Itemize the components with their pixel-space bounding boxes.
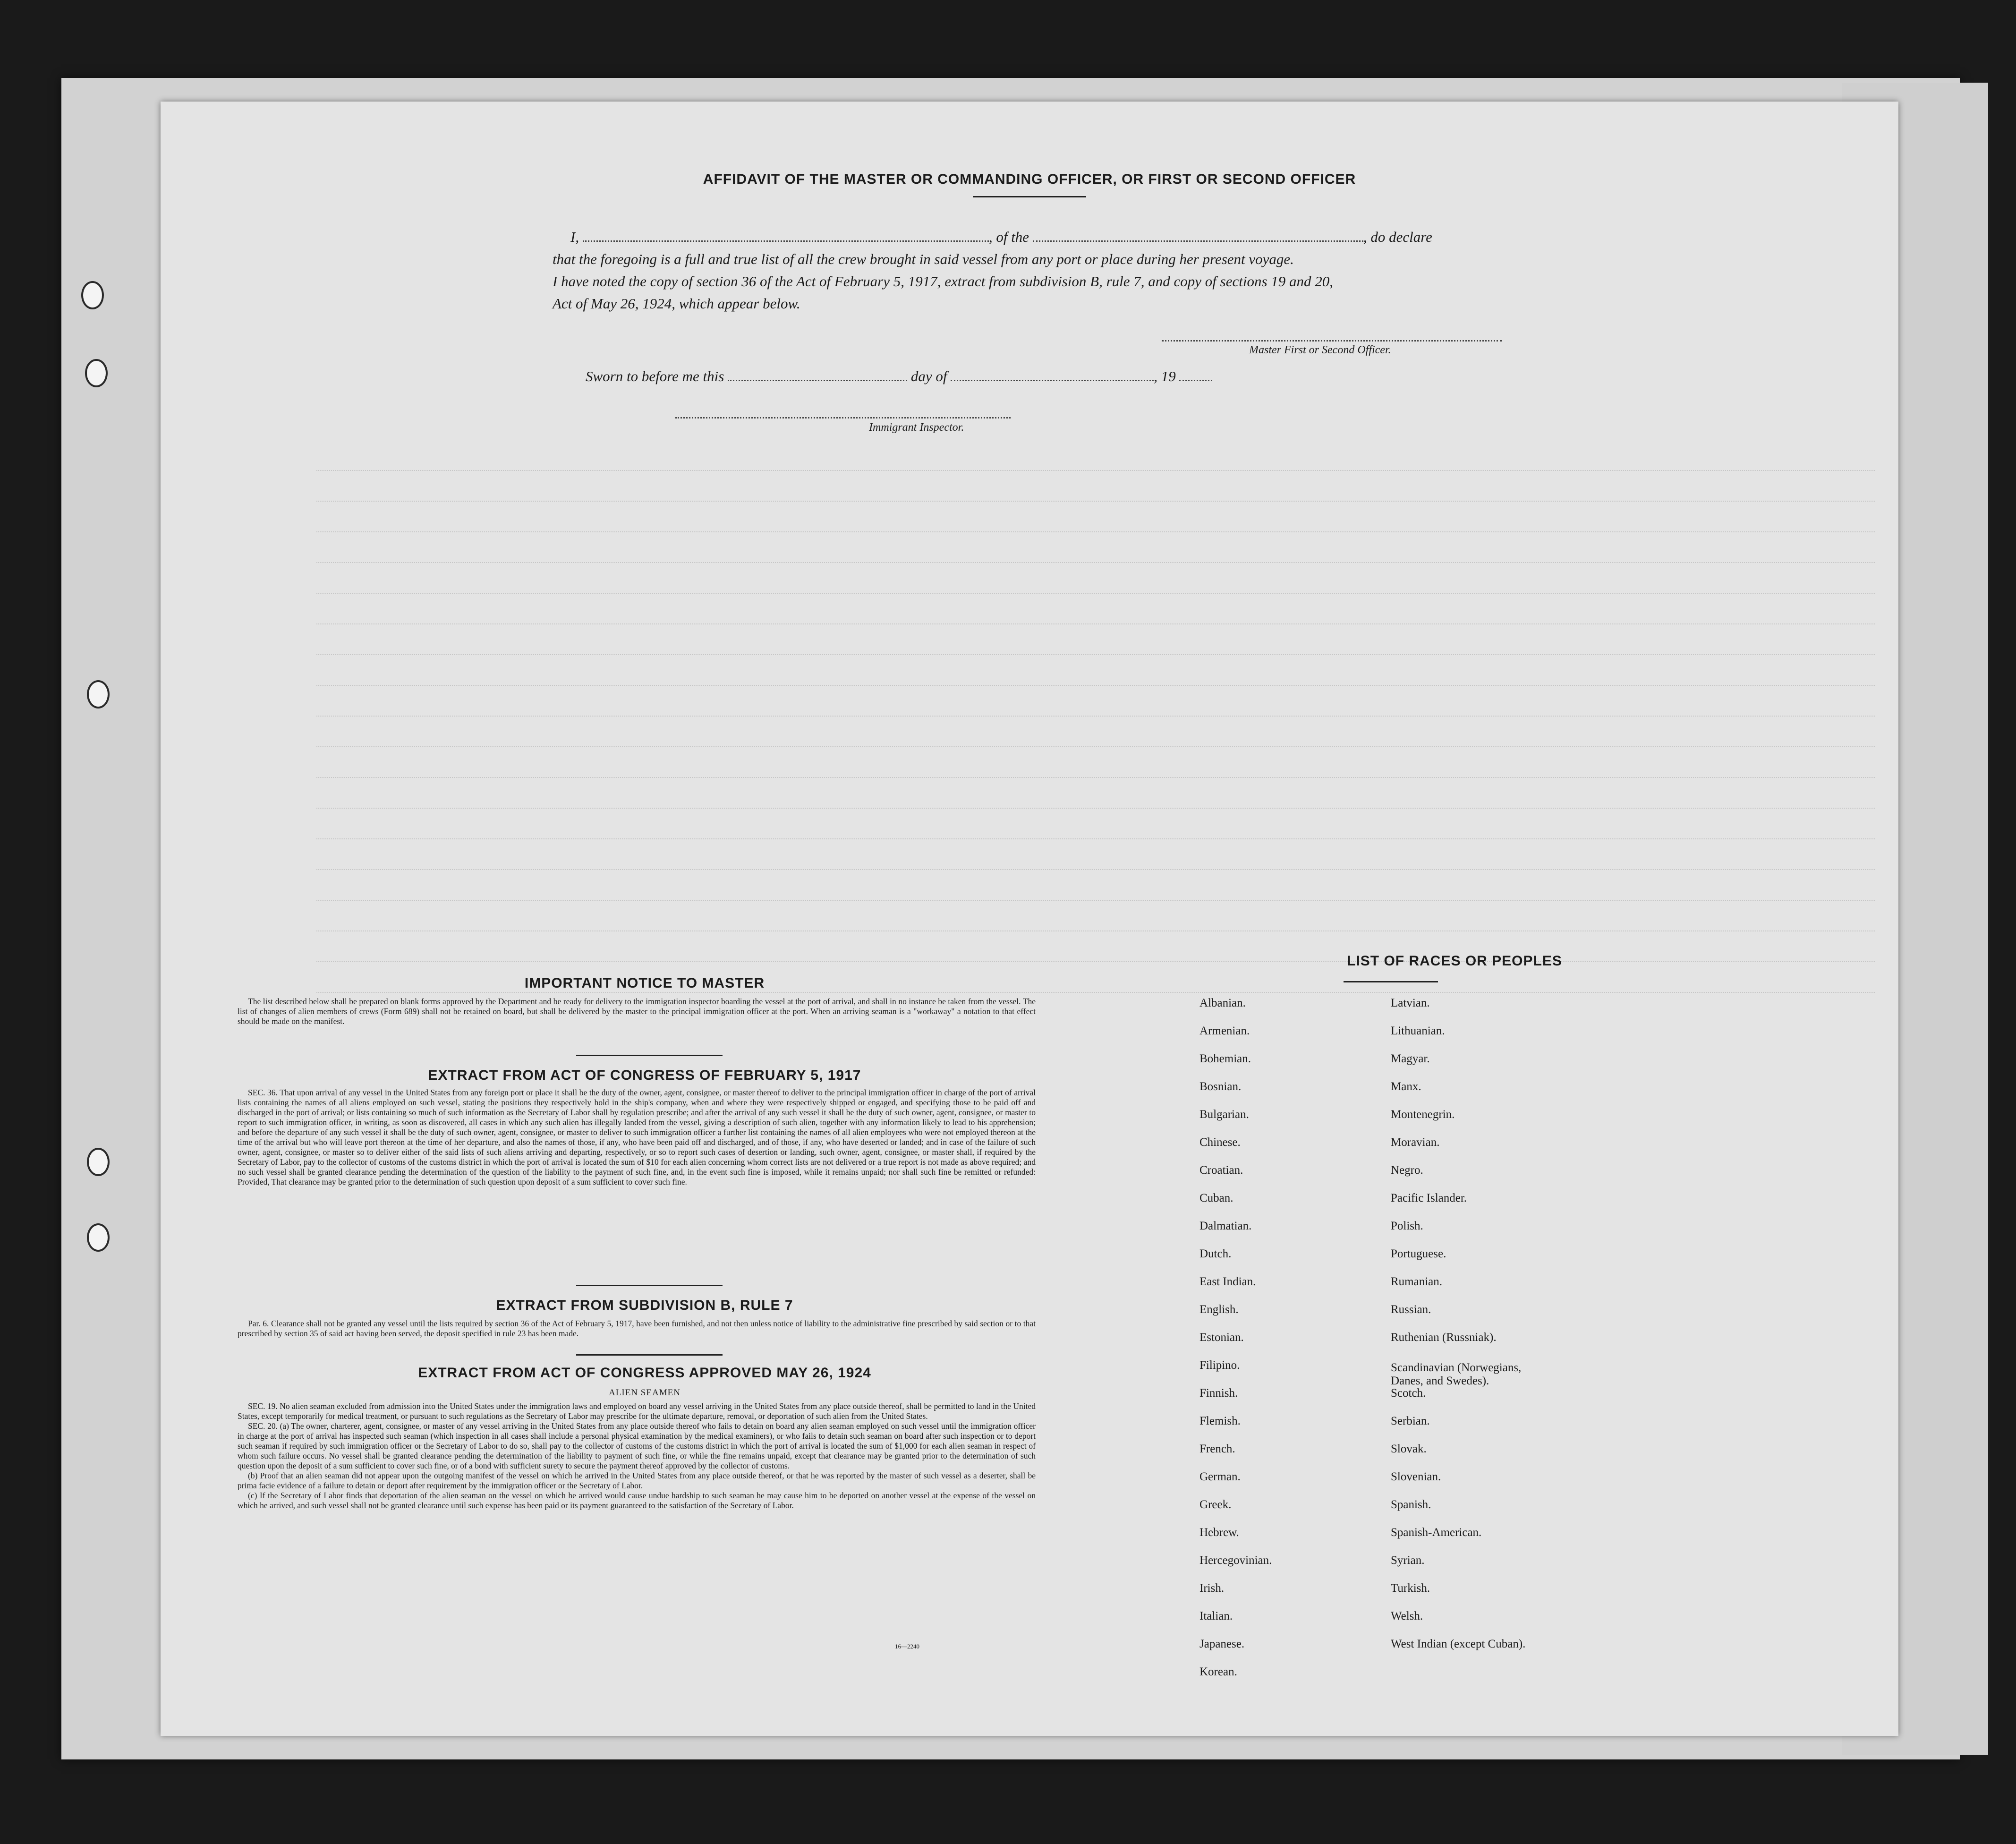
section-20a-paragraph: SEC. 20. (a) The owner, charterer, agent, consignee, or master of any vessel arriving in the United States from any place outside thereof who fails to detain on board any alien seaman employed on such vessel until the immigration officer in charge at the port of arrival has inspected such seaman (which inspection in all cases shall include a personal physical examination by the medical examiners), or who fails to detain such seaman on board after such inspection or to deport such seaman if required by such immigration officer or the Secretary of Labor to do so, shall pay to the collector of customs of the customs district in which the port of arrival is located the sum of $1,000 for each alien seaman in respect of whom such failure occurs. No vessel shall be granted clearance pending the determination of the liability to payment of such fine, or while the fine remains unpaid, except that clearance may be granted prior to the determination of such question upon the deposit of a sum sufficient to cover such fine, or of a bond with sufficient surety to secure the payment thereof approved by the collector of customs.: [238, 1421, 1036, 1470]
sworn-month-blank: [951, 367, 1154, 381]
race-item: Rumanian.: [1391, 1275, 1443, 1288]
race-item: Albanian.: [1199, 997, 1246, 1009]
affidavit-do-declare: , do declare: [1363, 229, 1432, 245]
race-item: West Indian (except Cuban).: [1391, 1638, 1526, 1650]
sworn-year: , 19: [1154, 368, 1176, 384]
section-19-paragraph: SEC. 19. No alien seaman excluded from admission into the United States under the immigration laws and employed on board any vessel arriving in the United States from any place outside thereof, shall be permitted to land in the United States, except temporarily for medical treatment, or pursuant to such regulations as the Secretary of Labor may prescribe for the ultimate departure, removal, or deportation of such alien from the United States.: [238, 1401, 1036, 1421]
affidavit-line-4: Act of May 26, 1924, which appear below.: [553, 295, 800, 312]
section-divider: [576, 1285, 723, 1286]
race-item: Slovenian.: [1391, 1470, 1441, 1483]
race-item: German.: [1199, 1470, 1241, 1483]
race-item: Turkish.: [1391, 1582, 1430, 1595]
race-item: Chinese.: [1199, 1136, 1241, 1149]
section-20c-paragraph: (c) If the Secretary of Labor finds that deportation of the alien seaman on the vessel on which he arrived would cause undue hardship to such seaman he may cause him to be deported on another vessel at the expense of the vessel on which he arrived, and such vessel shall not be granted clearance until such expense has been paid or its payment guaranteed to the satisfaction of the Secretary of Labor.: [238, 1491, 1036, 1510]
notice-paragraph: The list described below shall be prepared on blank forms approved by the Department and be ready for delivery to the immigration inspector boarding the vessel at the port of arrival, and shall in no instance be taken from the vessel. The list of changes of alien members of crews (Form 689) shall not be retained on board, but shall be delivered by the master to the principal immigration officer at the port. When an arriving seaman is a "workaway" a notation to that effect should be made on the manifest.: [238, 997, 1036, 1026]
affidavit-declaration-line: [553, 227, 1653, 248]
sworn-day-of: day of: [910, 368, 947, 384]
section-20b-paragraph: (b) Proof that an alien seaman did not appear upon the outgoing manifest of the vessel on which he arrived in the United States from any place outside thereof, or that he was reported by the master of such vessel as a deserter, shall be prima facie evidence of a failure to detain or deport after requirement by the immigration officer or the Secretary of Labor.: [238, 1471, 1036, 1490]
form-number: 16—2240: [895, 1643, 919, 1650]
officer-name-blank: [583, 227, 989, 242]
race-item: Flemish.: [1199, 1415, 1241, 1427]
notice-title: IMPORTANT NOTICE TO MASTER: [524, 975, 765, 991]
affidavit-sheet: [161, 102, 1898, 1736]
race-item: Bohemian.: [1199, 1052, 1251, 1065]
extract-1917-text: [238, 1088, 1036, 1187]
paragraph-6: Par. 6. Clearance shall not be granted any vessel until the lists required by section 36 of the Act of February 5, 1917, have been furnished, and not then unless notice of liability to the administrative fine prescribed by said section or to that prescribed by section 35 of said act having been served, the deposit specified in rule 23 has been made.: [238, 1319, 1036, 1338]
race-item: Polish.: [1391, 1220, 1423, 1232]
race-item: Bulgarian.: [1199, 1108, 1249, 1121]
race-item: Syrian.: [1391, 1554, 1425, 1567]
race-item: Italian.: [1199, 1610, 1233, 1622]
inspector-signature-label: Immigrant Inspector.: [869, 421, 964, 434]
affidavit-line-3: I have noted the copy of section 36 of the Act of February 5, 1917, extract from subdivision B, rule 7, and copy of sections 19 and 20,: [553, 273, 1334, 290]
extract-rule7-text: [238, 1319, 1036, 1339]
race-item: Magyar.: [1391, 1052, 1430, 1065]
race-item: Finnish.: [1199, 1387, 1238, 1400]
extract-1917-title: EXTRACT FROM ACT OF CONGRESS OF FEBRUARY 5, 1917: [428, 1067, 861, 1083]
affidavit-of-the: , of the: [988, 229, 1029, 245]
punch-hole: [81, 281, 104, 309]
sworn-year-blank: [1179, 367, 1212, 381]
race-item: Estonian.: [1199, 1331, 1244, 1344]
race-item: Korean.: [1199, 1665, 1237, 1678]
master-signature-label: Master First or Second Officer.: [1249, 344, 1391, 356]
vessel-name-blank: [1033, 227, 1363, 242]
affidavit-title: AFFIDAVIT OF THE MASTER OR COMMANDING OFFICER, OR FIRST OR SECOND OFFICER: [703, 171, 1356, 187]
race-item: Scotch.: [1391, 1387, 1426, 1400]
race-item: Croatian.: [1199, 1164, 1243, 1177]
race-item: Hercegovinian.: [1199, 1554, 1272, 1567]
race-item: Negro.: [1391, 1164, 1423, 1177]
race-item: Hebrew.: [1199, 1526, 1239, 1539]
race-item: Danes, and Swedes).: [1391, 1374, 1489, 1387]
race-item: Latvian.: [1391, 997, 1430, 1009]
race-item: Filipino.: [1199, 1359, 1240, 1372]
section-36-paragraph: SEC. 36. That upon arrival of any vessel in the United States from any foreign port or place it shall be the duty of the owner, agent, consignee, or master thereof to deliver to the principal immigration officer in charge of the port of arrival lists containing the names of all aliens employed on such vessel, stating the positions they respectively hold in the ship's company, when and where they were respectively shipped or engaged, and specifying those to be paid off and discharged in the port of arrival; or lists containing so much of such information as the Secretary of Labor shall by regulation prescribe; and after the arrival of any such vessel it shall be the duty of such owner, agent, consignee, or master to report to such immigration officer, in writing, as soon as discovered, all cases in which any such alien has illegally landed from the vessel, giving a description of such alien, together with any information likely to lead to his apprehension; and before the departure of any such vessel it shall be the duty of such owner, agent, consignee, or master to deliver to such immigration officer a further list containing the names of all alien employees who were not employed thereon at the time of the arrival but who will leave port thereon at the time of her departure, and also the names of those, if any, who have been paid off and discharged, and of those, if any, who have deserted or landed; and in case of the failure of such owner, agent, consignee, or master so to deliver either of the said lists of such aliens arriving and departing, respectively, or so to report such cases of desertion or landing, such owner, agent, consignee, or master shall, if required by the Secretary of Labor, pay to the collector of customs of the customs district in which the port of arrival is located the sum of $10 for each alien concerning whom correct lists are not delivered or a true report is not made as above required; and no such vessel shall be granted clearance pending the determination of the question of the liability to the payment of such fine, and, in the event such fine is imposed, while it remains unpaid; nor shall such fine be remitted or refunded: Provided, That clearance may be granted prior to the determination of such question upon deposit of a sum sufficient to cover such fine.: [238, 1088, 1036, 1187]
race-item: Spanish-American.: [1391, 1526, 1482, 1539]
race-item: Slovak.: [1391, 1443, 1427, 1455]
race-item: Scandinavian (Norwegians,: [1391, 1361, 1522, 1374]
race-item: Montenegrin.: [1391, 1108, 1455, 1121]
race-item: Armenian.: [1199, 1024, 1250, 1037]
section-divider: [576, 1055, 723, 1056]
master-signature-line: [1162, 340, 1502, 341]
punch-hole: [87, 680, 110, 709]
sworn-day-blank: [728, 367, 907, 381]
race-item: Welsh.: [1391, 1610, 1423, 1622]
extract-rule7-title: EXTRACT FROM SUBDIVISION B, RULE 7: [496, 1298, 793, 1313]
race-item: Serbian.: [1391, 1415, 1430, 1427]
race-item: East Indian.: [1199, 1275, 1256, 1288]
race-item: French.: [1199, 1443, 1235, 1455]
affidavit-line-2: that the foregoing is a full and true list of all the crew brought in said vessel from any port or place during her present voyage.: [553, 251, 1294, 267]
race-item: Dalmatian.: [1199, 1220, 1252, 1232]
race-item: Dutch.: [1199, 1247, 1232, 1260]
sworn-prefix: Sworn to before me this: [586, 368, 724, 384]
race-item: Irish.: [1199, 1582, 1225, 1595]
punch-hole: [85, 359, 108, 387]
notice-text: [238, 997, 1036, 1026]
race-item: Moravian.: [1391, 1136, 1440, 1149]
races-title-rule: [1344, 981, 1438, 982]
race-item: Lithuanian.: [1391, 1024, 1445, 1037]
races-title: LIST OF RACES OR PEOPLES: [1347, 953, 1562, 969]
extract-1924-title: EXTRACT FROM ACT OF CONGRESS APPROVED MAY 26, 1924: [418, 1365, 871, 1381]
title-underline: [973, 196, 1086, 197]
inspector-signature-line: [675, 417, 1011, 418]
extract-1924-text: [238, 1401, 1036, 1511]
affidavit-i: I,: [570, 229, 579, 245]
race-item: English.: [1199, 1303, 1239, 1316]
race-item: Russian.: [1391, 1303, 1431, 1316]
race-item: Greek.: [1199, 1498, 1232, 1511]
race-item: Portuguese.: [1391, 1247, 1446, 1260]
section-divider: [576, 1354, 723, 1356]
race-item: Manx.: [1391, 1080, 1421, 1093]
sworn-line: [586, 366, 1686, 387]
race-item: Ruthenian (Russniak).: [1391, 1331, 1497, 1344]
race-item: Japanese.: [1199, 1638, 1245, 1650]
race-item: Bosnian.: [1199, 1080, 1242, 1093]
punch-hole: [87, 1223, 110, 1252]
punch-hole: [87, 1148, 110, 1176]
race-item: Cuban.: [1199, 1192, 1233, 1204]
race-item: Pacific Islander.: [1391, 1192, 1467, 1204]
alien-seamen-subtitle: ALIEN SEAMEN: [609, 1388, 681, 1398]
race-item: Spanish.: [1391, 1498, 1431, 1511]
